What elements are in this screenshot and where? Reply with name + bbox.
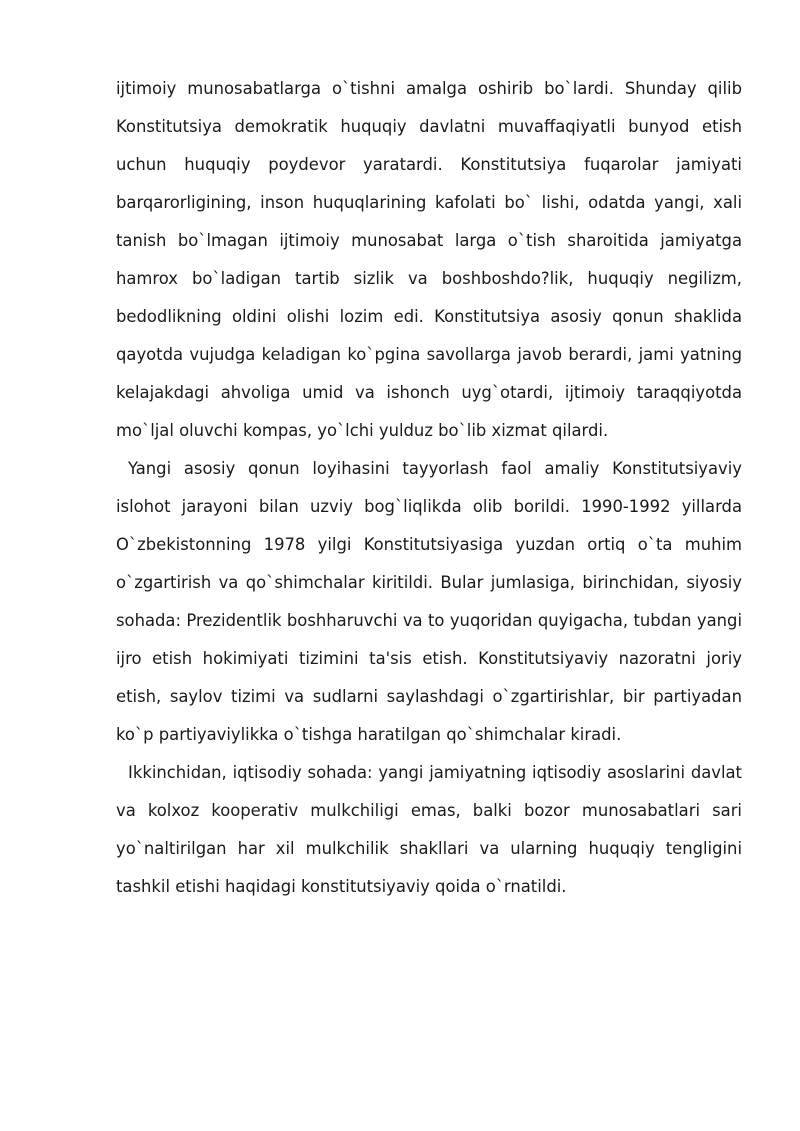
paragraph-1: ijtimoiy munosabatlarga o`tishni amalga oshirib bo`lardi. Shunday qilib Konstitutsiya demokratik huquqiy davlatni muvaffaqiyatli bunyod etish uchun huquqiy poydevor yaratardi. Konstitutsiya fuqarolar jamiyati barqarorligining, inson huquqlarining kafolati bo` lishi, odatda yangi, xali tanish bo`lmagan ijtimoiy munosabat larga o`tish sharoitida jamiyatga hamrox bo`ladigan tartib sizlik va boshboshdo?lik, huquqiy negilizm, bedodlikning oldini olishi lozim edi. Konstitutsiya asosiy qonun shaklida qayotda vujudga keladigan ko`pgina savollarga javob berardi, jami yatning kelajakdagi ahvoliga umid va ishonch uyg`otardi, ijtimoiy taraqqiyotda mo`ljal oluvchi kompas, yo`lchi yulduz bo`lib xizmat qilardi. bbox=[116, 79, 742, 440]
paragraph-3: Ikkinchidan, iqtisodiy sohada: yangi jamiyatning iqtisodiy asoslarini davlat va kolxoz kooperativ mulkchiligi emas, balki bozor munosabatlari sari yo`naltirilgan har xil mulkchilik shakllari va ularning huquqiy tengligini tashkil etishi haqidagi konstitutsiyaviy qoida o`rnatildi. bbox=[116, 763, 742, 896]
document-page bbox=[116, 70, 742, 906]
paragraph-2: Yangi asosiy qonun loyihasini tayyorlash faol amaliy Konstitutsiyaviy islohot jarayoni bilan uzviy bog`liqlikda olib borildi. 1990-1992 yillarda O`zbekistonning 1978 yilgi Konstitutsiyasiga yuzdan ortiq o`ta muhim o`zgartirish va qo`shimchalar kiritildi. Bular jumlasiga, birinchidan, siyosiy sohada: Prezidentlik boshharuvchi va to yuqoridan quyigacha, tubdan yangi ijro etish hokimiyati tizimini ta'sis etish. Konstitutsiyaviy nazoratni joriy etish, saylov tizimi va sudlarni saylashdagi o`zgartirishlar, bir partiyadan ko`p partiyaviylikka o`tishga haratilgan qo`shimchalar kiradi. bbox=[116, 459, 742, 744]
